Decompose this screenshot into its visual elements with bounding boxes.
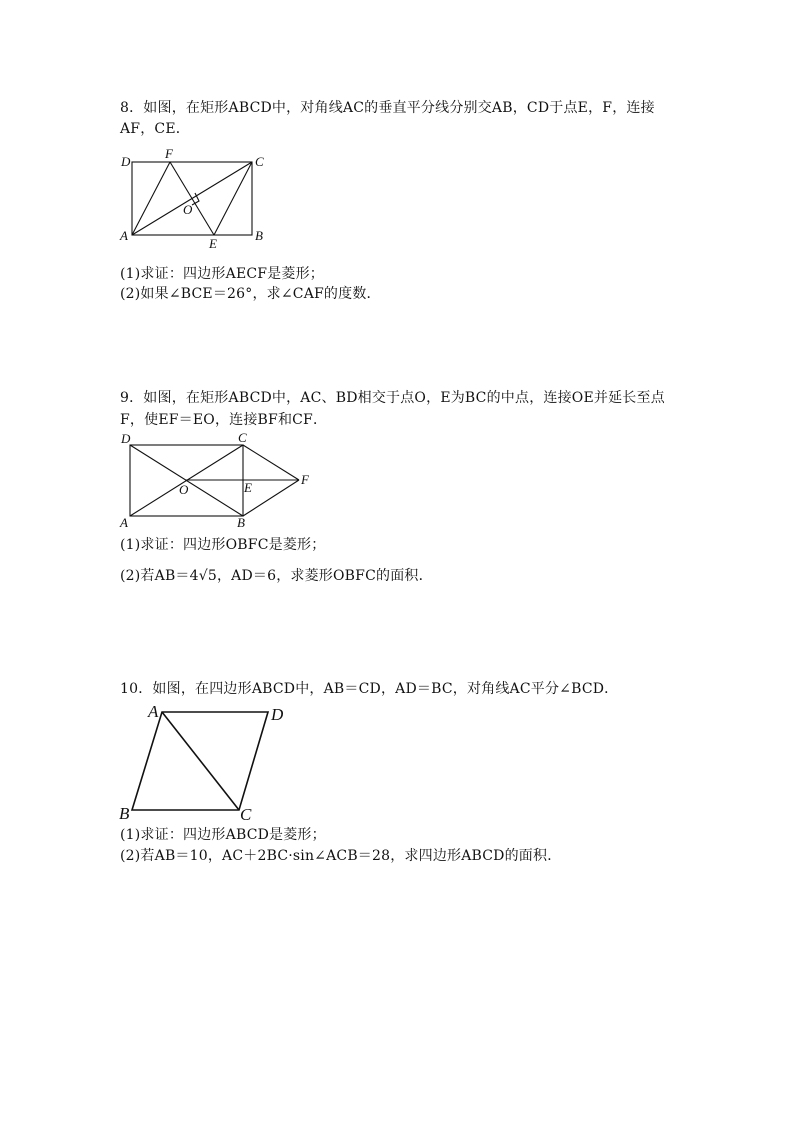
problem-9-statement-line-2: F，使EF＝EO，连接BF和CF． xyxy=(120,412,328,428)
label-o: O xyxy=(183,202,193,217)
problem-8-part-2: (2)如果∠BCE＝26°，求∠CAF的度数． xyxy=(120,286,381,302)
label-b: B xyxy=(237,515,245,530)
label-e: E xyxy=(244,480,252,495)
label-b: B xyxy=(255,228,263,243)
label-d: D xyxy=(121,431,131,446)
label-f: F xyxy=(301,472,309,487)
label-d: D xyxy=(271,705,284,724)
label-b: B xyxy=(119,804,130,823)
problem-9-figure xyxy=(110,430,320,532)
problem-9-statement-line-1: 9．如图，在矩形ABCD中，AC、BD相交于点O，E为BC的中点，连接OE并延长至点 xyxy=(120,390,665,406)
problem-9-part-2: (2)若AB＝4√5，AD＝6，求菱形OBFC的面积． xyxy=(120,568,433,584)
problem-8-figure xyxy=(110,148,290,250)
problem-9-part-1: (1)求证：四边形OBFC是菱形； xyxy=(120,537,326,553)
problem-10-part-1: (1)求证：四边形ABCD是菱形； xyxy=(120,827,326,843)
label-f: F xyxy=(165,146,173,161)
label-o: O xyxy=(179,482,189,497)
problem-8-part-1: (1)求证：四边形AECF是菱形； xyxy=(120,266,324,282)
label-a: A xyxy=(120,228,128,243)
label-c: C xyxy=(238,430,247,445)
problem-10-figure xyxy=(110,698,300,828)
label-a: A xyxy=(148,702,159,721)
label-c: C xyxy=(255,154,264,169)
problem-10-statement: 10．如图，在四边形ABCD中，AB＝CD，AD＝BC，对角线AC平分∠BCD． xyxy=(120,681,619,697)
segment-ef xyxy=(170,162,214,235)
diagonal-ac xyxy=(162,712,239,810)
problem-8-statement-line-1: 8．如图，在矩形ABCD中，对角线AC的垂直平分线分别交AB，CD于点E，F，连接 xyxy=(120,100,655,116)
segment-cf xyxy=(243,445,299,480)
label-c: C xyxy=(240,805,252,824)
label-d: D xyxy=(121,154,131,169)
problem-8-statement-line-2: AF，CE． xyxy=(120,121,190,137)
label-a: A xyxy=(120,515,128,530)
label-e: E xyxy=(209,236,217,251)
problem-10-part-2: (2)若AB＝10，AC＋2BC·sin∠ACB＝28，求四边形ABCD的面积． xyxy=(120,848,562,864)
